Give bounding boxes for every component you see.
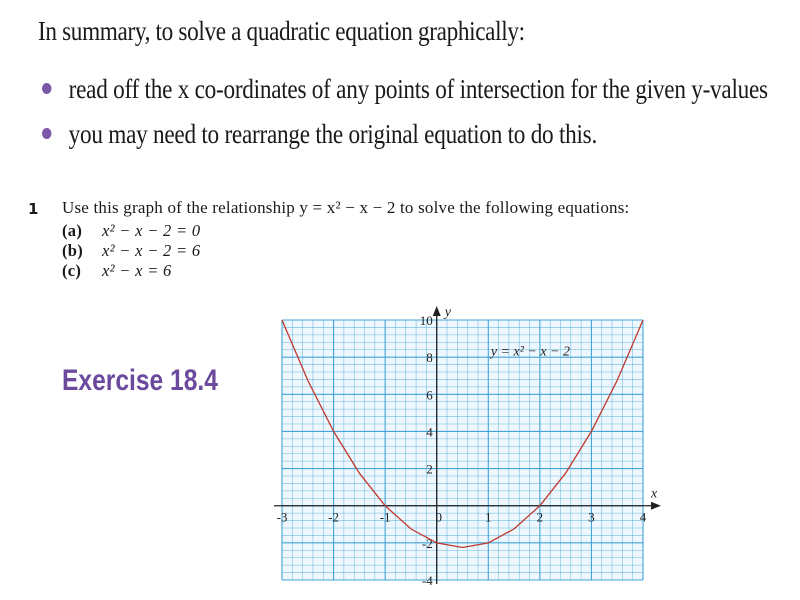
curve-label: y = x² − x − 2 (490, 344, 571, 360)
y-axis-arrow-icon (433, 306, 441, 316)
question-intro: Use this graph of the relationship y = x² − x − 2 to solve the following equations: (62, 198, 630, 217)
x-tick-label: 0 (435, 509, 442, 525)
part-label: (a) (62, 221, 83, 240)
x-tick-label: 1 (485, 509, 492, 525)
part-equation: x² − x = 6 (102, 261, 172, 280)
y-axis-label: y (444, 305, 451, 320)
x-axis-label: x (651, 486, 658, 502)
graph-grid (282, 320, 643, 580)
part-label: (b) (62, 241, 84, 260)
y-tick-label: 6 (426, 387, 433, 403)
x-tick-label: -3 (276, 509, 288, 525)
question-number: 1 (28, 200, 39, 218)
summary-title: In summary, to solve a quadratic equation graphically: (38, 16, 525, 46)
y-tick-label: 10 (419, 313, 433, 328)
x-tick-label: -2 (328, 509, 339, 525)
part-equation: x² − x − 2 = 0 (102, 221, 201, 240)
y-tick-label: -2 (421, 535, 433, 551)
x-tick-label: 4 (639, 509, 647, 525)
x-tick-label: 2 (536, 509, 544, 525)
y-tick-label: 4 (426, 424, 433, 440)
summary-bullet-text: you may need to rearrange the original equation to do this. (68, 119, 598, 149)
part-label: (c) (62, 261, 82, 280)
x-axis-arrow-icon (651, 502, 661, 510)
grid-background (282, 320, 643, 580)
summary-bullet-text: read off the x co-ordinates of any points of intersection for the given y-values (68, 74, 768, 104)
y-tick-label: -4 (421, 573, 433, 588)
x-tick-label: 3 (588, 509, 595, 525)
x-tick-label: -1 (379, 509, 391, 525)
part-equation: x² − x − 2 = 6 (102, 241, 201, 260)
y-tick-label: 2 (426, 461, 433, 477)
exercise-label: Exercise 18.4 (62, 364, 218, 397)
y-tick-label: 8 (426, 350, 433, 366)
